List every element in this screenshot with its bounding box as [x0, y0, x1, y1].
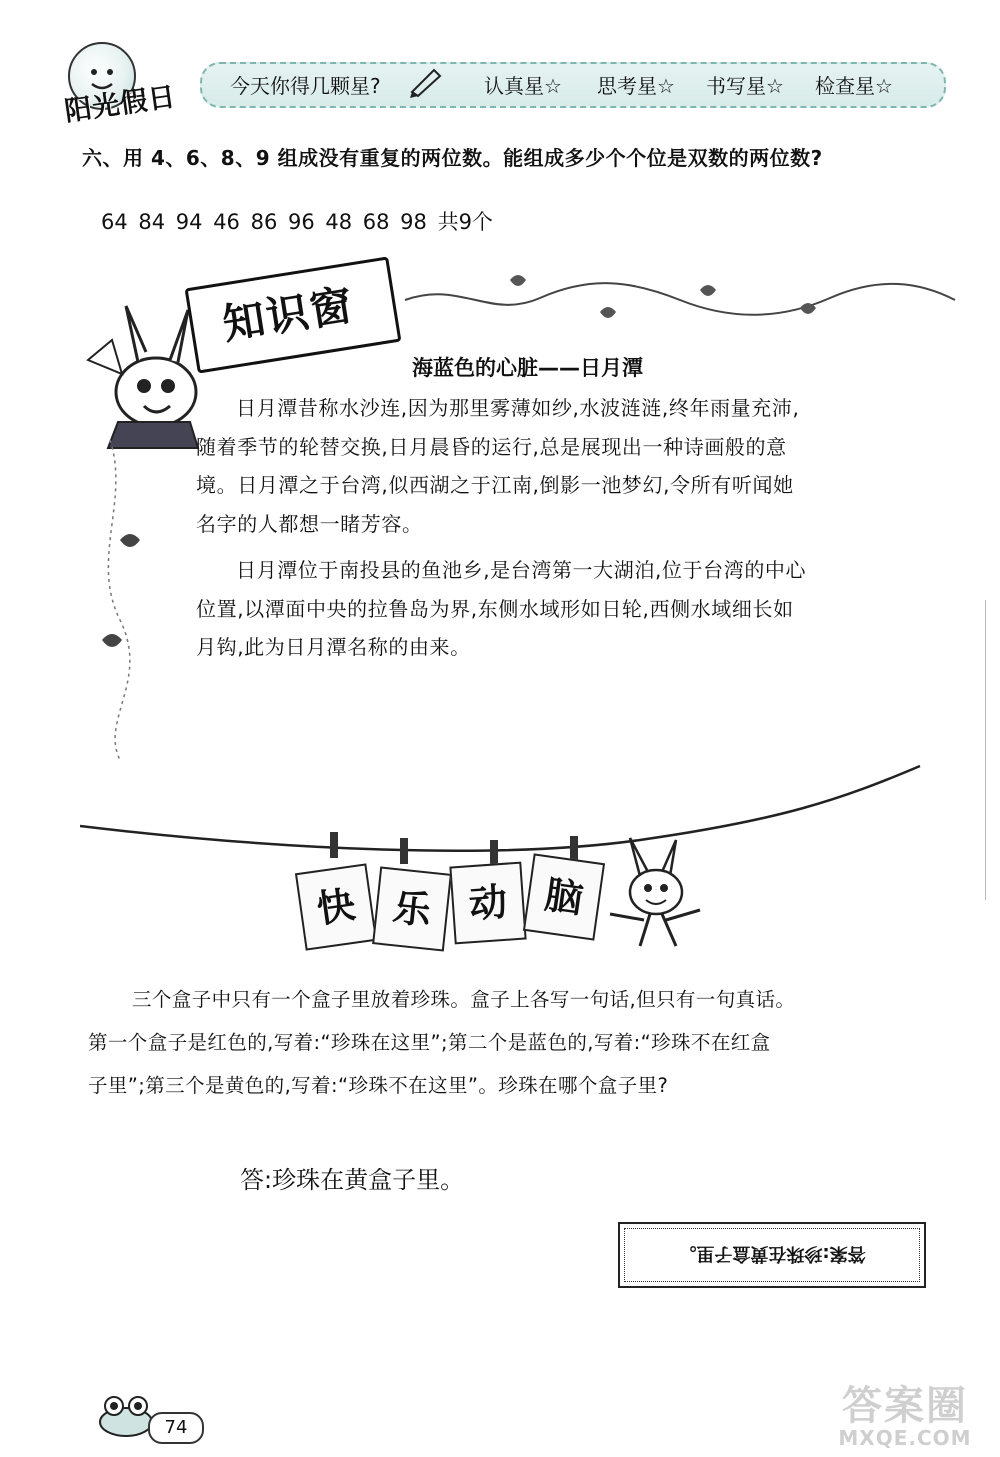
paragraph-line: 境。日月潭之于台湾,似西湖之于江南,倒影一池梦幻,令所有听闻她	[196, 473, 794, 497]
rabbit-hanging-illustration	[600, 836, 710, 956]
happy-brain-card-3: 动	[449, 862, 526, 945]
puzzle-line: 子里”;第三个是黄色的,写着:“珍珠不在这里”。珍珠在哪个盒子里?	[88, 1074, 669, 1097]
page-number: 74	[148, 1412, 204, 1444]
puzzle-line: 第一个盒子是红色的,写着:“珍珠在这里”;第二个是蓝色的,写着:“珍珠不在红盒	[88, 1031, 771, 1054]
knowledge-paragraph-2	[196, 551, 926, 667]
star-rating-writing: 书写星☆	[706, 74, 784, 98]
knowledge-article-title: 海蓝色的心脏——日月潭	[412, 356, 643, 380]
star-rating-earnest: 认真星☆	[484, 74, 562, 98]
printed-answer-upside-down: 答案:珍珠在黄盒子里。	[678, 1243, 866, 1264]
star-rating-checking: 检查星☆	[815, 74, 893, 98]
page-edge	[985, 600, 1000, 900]
puzzle-text	[88, 978, 948, 1107]
puzzle-line: 三个盒子中只有一个盒子里放着珍珠。盒子上各写一句话,但只有一句真话。	[132, 988, 796, 1011]
paragraph-line: 月钩,此为日月潭名称的由来。	[196, 635, 471, 659]
star-rating-thinking: 思考星☆	[597, 74, 675, 98]
pencil-icon	[408, 64, 444, 98]
watermark-line-2: MXQE.COM	[838, 1426, 972, 1450]
paragraph-line: 日月潭昔称水沙连,因为那里雾薄如纱,水波涟涟,终年雨量充沛,	[236, 396, 800, 420]
paragraph-line: 位置,以潭面中央的拉鲁岛为界,东侧水域形如日轮,西侧水域细长如	[196, 596, 794, 621]
brand-logo: 阳光假日	[62, 81, 179, 128]
vine-decoration	[400, 270, 960, 330]
watermark-line-1: 答案圈	[842, 1383, 968, 1429]
knowledge-paragraph-1	[196, 389, 926, 543]
frog-icon	[96, 1390, 156, 1438]
side-vine-decoration	[80, 440, 160, 760]
handwritten-answer: 答:珍珠在黄盒子里。	[240, 1166, 465, 1194]
question-six-answer: 64 84 94 46 86 96 48 68 98 共9个	[101, 210, 493, 234]
question-six: 六、用 4、6、8、9 组成没有重复的两位数。能组成多少个个位是双数的两位数?	[82, 146, 823, 170]
paragraph-line: 随着季节的轮替交换,日月晨昏的运行,总是展现出一种诗画般的意	[196, 434, 787, 459]
knowledge-window-banner-text: 知识窗	[219, 279, 358, 349]
stars-prompt: 今天你得几颗星?	[230, 74, 381, 98]
happy-brain-card-4: 脑	[523, 853, 605, 940]
paragraph-line: 日月潭位于南投县的鱼池乡,是台湾第一大湖泊,位于台湾的中心	[236, 558, 807, 582]
happy-brain-card-2: 乐	[372, 866, 452, 951]
happy-brain-card-1: 快	[295, 863, 377, 950]
printed-answer-box	[618, 1222, 926, 1288]
paragraph-line: 名字的人都想一睹芳容。	[196, 511, 423, 536]
watermark-logo	[820, 1385, 990, 1450]
